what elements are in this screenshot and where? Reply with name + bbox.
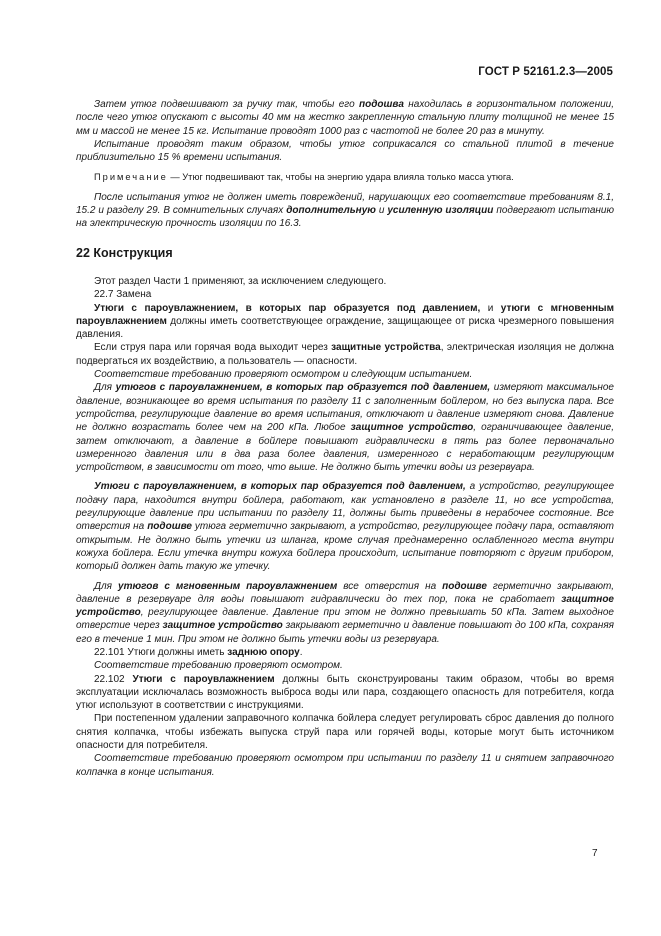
bold-term: Утюги с пароувлажнением, в которых пар образуется под давлением, [94,481,466,493]
paragraph [76,98,614,138]
paragraph [76,191,614,231]
text-run: — Утюг подвешивают так, чтобы на энергию удара влияла только масса утюга. [167,172,514,183]
text-run: Для [94,382,116,394]
bold-term: подошве [147,521,192,533]
text-run: 22.102 [94,673,133,685]
paragraph [76,288,614,301]
paragraph [76,381,614,474]
text-run: Если струя пара или горячая вода выходит через [94,342,332,354]
bold-term: Утюги с пароувлажнением [132,673,275,685]
bold-term: утюги с мгновенным пароувлажнением [76,302,614,327]
text-run: Соответствие требованию проверяют осмотром и следующим испытанием. [94,369,473,381]
paragraph [76,275,614,288]
paragraph [76,659,614,672]
text-run: измеряют максимальное давление, возникающее во время испытания по разделу 11 с заполненным бойлером, но без выпуска пара. Все устройства, регулирующие давление во время испытания, отключают и давление измеряют снова. Давление не должно возрастать более чем на 200 кПа. Любое [76,382,614,434]
text-run: а устройство, регулирующее подачу пара, находится внутри бойлера, работают, как установлено в разделе 11, но все устройства, регулирующие давление при испытании по разделу 11, должны быть приведены в нерабочее состояние. Все отверстия на [76,481,615,533]
text-run: Затем утюг подвешивают за ручку так, чтобы его [94,99,360,110]
document-header: ГОСТ Р 52161.2.3—2005 [478,66,613,78]
text-run: герметично закрывают, давление в резервуаре для воды повышают гидравлически до тех пор, пока не сработает [76,580,614,605]
text-run: , регулирующее давление. Давление при этом не должно превышать 50 кПа. Затем выходное отверстие через [76,607,614,632]
paragraph [76,673,614,713]
bold-term: защитное устройство [76,593,614,619]
text-run: При постепенном удалении заправочного колпачка бойлера следует регулировать сброс давления до полного снятия колпачка, чтобы избежать выпуска струй пара или горячей воды, которые могут быть источником опасности для потребителя. [76,713,614,752]
text-run: 22.7 Замена [94,289,152,301]
text-run: , ограничивающее давление, затем отключают, а давление в бойлере повышают гидравлически в пять раз более первоначально измеренного давления или в два раза более давления, измеренного с неработающим регулирующим устройством, в зависимости от того, что выше. Не должно быть утечки воды из резервуара. [76,422,614,474]
paragraph [76,580,614,646]
bold-term: утюгов с пароувлажнением, в которых пар образуется под давлением, [115,382,491,394]
text-run: находилась в горизонтальном положении, после чего утюг опускают с высоты 40 мм на жестко закрепленную стальную плиту толщиной не менее 15 мм и массой не менее 15 кг. Испытание проводят 1000 раз с частотой не более 20 раз в минуту. [76,99,614,137]
text-run: Испытание проводят таким образом, чтобы утюг соприкасался со стальной плитой в течение приблизительно 15 % времени испытания. [76,138,614,164]
paragraph [76,712,614,752]
text-run: Соответствие требованию проверяют осмотром. [94,660,343,672]
paragraph [76,171,614,184]
text-run: Примечание [94,172,168,183]
text-run: Для [94,580,119,592]
paragraph [76,480,614,573]
bold-term: дополнительную [286,205,376,217]
paragraph [76,341,614,368]
paragraph [76,752,614,779]
text-run: . [299,646,303,658]
paragraph [76,368,614,381]
paragraph [76,646,614,659]
bold-term: усиленную изоляции [387,205,494,217]
section-heading [76,247,614,260]
bold-term: подошве [442,580,487,592]
text-run: утюга герметично закрывают, а устройство, регулирующее подачу пара, оставляют открытым. Не должно быть утечки из шланга, кроме случая преднамеренно ослабленного места внутри кожуха бойлера. Если утечка внутри кожуха бойлера происходит, испытание повторяют с другим прибором, который должен дать такую же утечку. [76,521,614,573]
bold-term: защитное устройство [350,422,474,434]
document-body [76,98,614,779]
bold-term: утюгов с мгновенным пароувлажнением [118,580,338,592]
paragraph [76,302,614,342]
text-run: После испытания утюг не должен иметь повреждений, нарушающих его соответствие требованиям 8.1, 15.2 и разделу 29. В сомнительных случаях [76,191,614,217]
bold-term: заднюю опору [227,646,300,658]
text-run: и [480,302,501,314]
paragraph [76,138,614,165]
text-run: подвергают испытанию на электрическую прочность изоляции по 16.3. [76,205,614,230]
bold-term: подошва [359,99,404,110]
text-run: 22.101 Утюги должны иметь [94,646,228,658]
bold-term: защитные устройства [331,342,441,354]
bold-term: Утюги с пароувлажнением, в которых пар образуется под давлением, [94,302,481,314]
text-run: Этот раздел Части 1 применяют, за исключением следующего. [94,275,387,287]
text-run: и [375,205,388,217]
bold-term: защитное устройство [162,620,283,632]
text-run: Соответствие требованию проверяют осмотром при испытании по разделу 11 и снятием заправочного колпачка в конце испытания. [76,753,614,778]
text-run: все отверстия на [337,580,443,592]
page-number: 7 [592,848,598,859]
text-run: 22 Конструкция [76,245,173,260]
text-run: должны иметь соответствующее ограждение, защищающее от риска чрезмерного повышения давления. [76,315,614,341]
text-run: закрывают герметично и давление повышают до 100 кПа, сохраняя его в течение 1 мин. При этом не должно быть утечки воды из резервуара. [76,620,615,645]
text-run: , электрическая изоляция не должна подвергаться их воздействию, а пользователь — опасности. [76,342,614,367]
text-run: должны быть сконструированы таким образом, чтобы во время эксплуатации исключалась возможность выброса воды или пара, создающего опасность для потребителя, когда утюг используют в соответствии с инструкциями. [76,673,614,712]
